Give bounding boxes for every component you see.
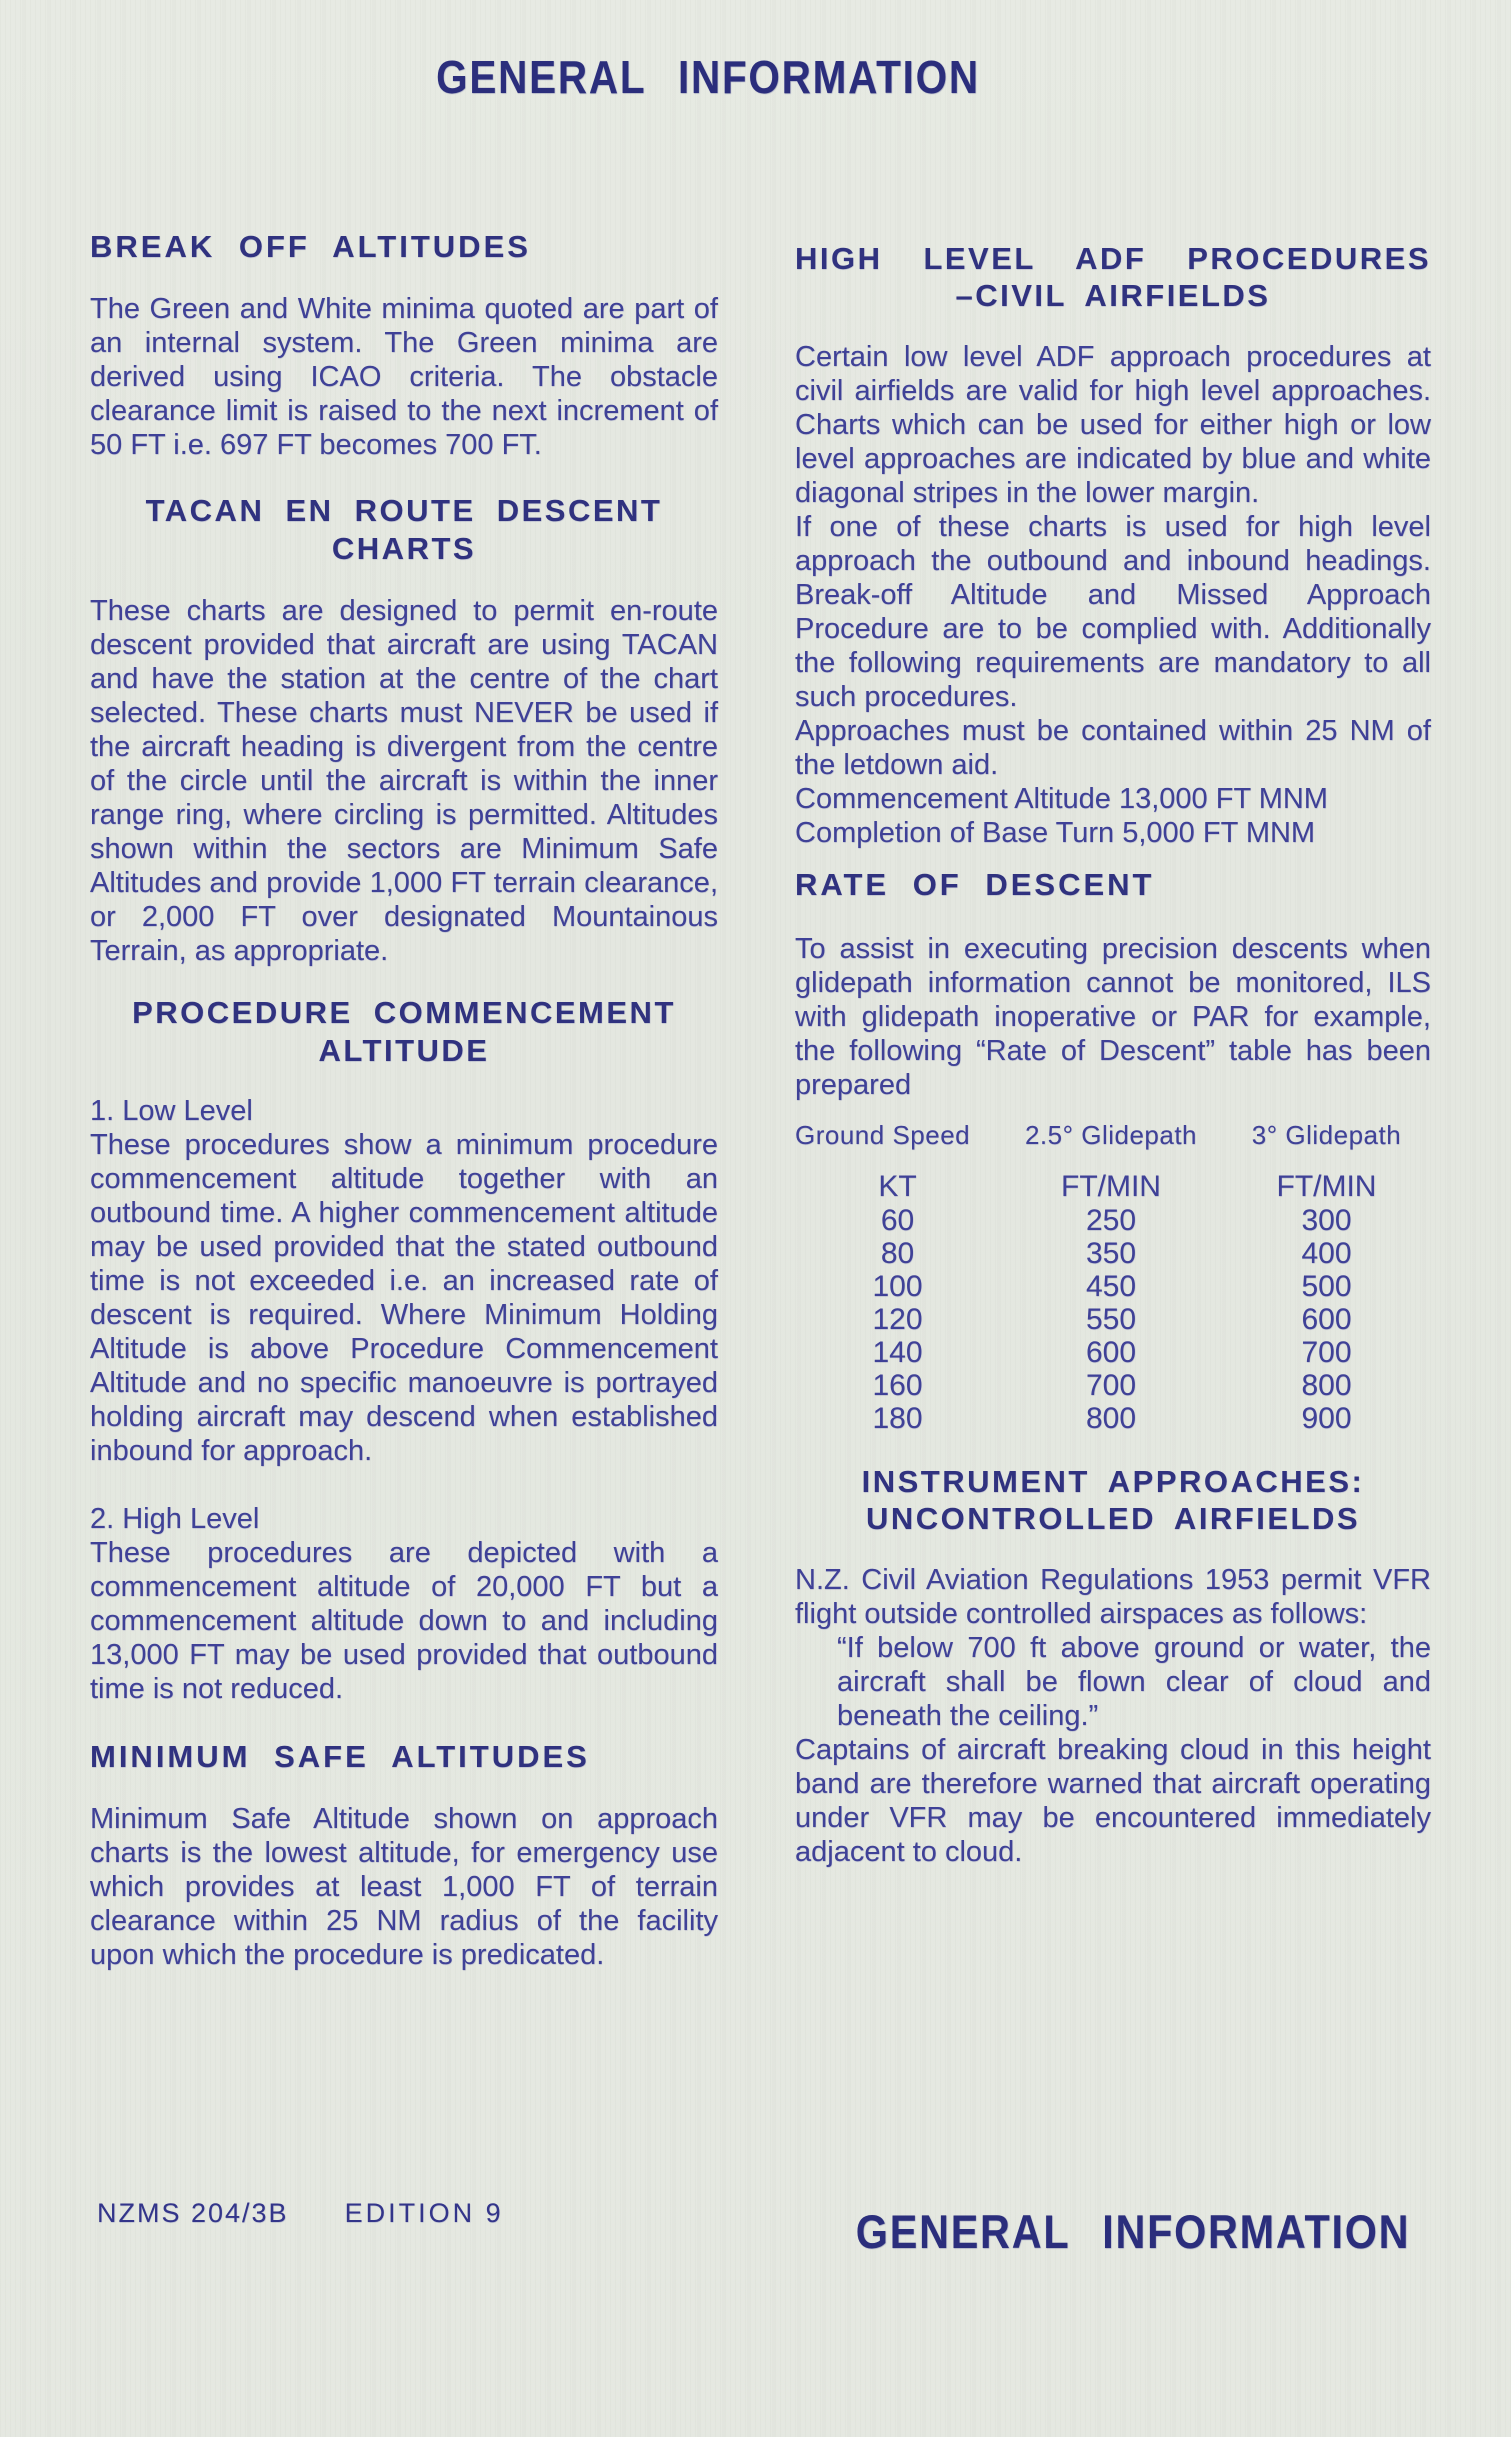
subheading-high-level: 2. High Level — [90, 1503, 260, 1535]
paragraph-adf-validity: Certain low level ADF approach procedures at civil airfields are valid for high level approaches. Charts which can be used for either high or low level approaches are indicated by blue and white diagonal stripes in the lower margin. — [795, 341, 1431, 509]
paragraph-break-off-altitudes: The Green and White minima quoted are part of an internal system. The Green minima are derived using ICAO criteria. The obstacle clearance limit is raised to the next increment of 50 FT i.e. 697 FT becomes 700 FT. — [90, 293, 718, 461]
table-units-row — [795, 1150, 1431, 1204]
heading-line-instrument-approaches: INSTRUMENT APPROACHES: — [861, 1464, 1365, 1499]
table-row — [795, 1270, 1431, 1303]
col-header-glidepath-25: 2.5° Glidepath — [1024, 1120, 1198, 1150]
cell-rod-3: 300 — [1301, 1204, 1352, 1237]
paragraph-captains-warning: Captains of aircraft breaking cloud in this height band are therefore warned that aircraft operating under VFR may be encountered immediately adjacent to cloud. — [795, 1734, 1431, 1868]
unit-ftmin-3: FT/MIN — [1276, 1170, 1377, 1203]
cell-speed: 140 — [872, 1336, 923, 1369]
cell-rod-25: 550 — [1085, 1303, 1137, 1336]
cell-rod-3: 700 — [1301, 1336, 1352, 1369]
heading-high-level-adf-procedures — [795, 240, 1431, 314]
table-header-row — [795, 1120, 1431, 1150]
col-header-glidepath-3: 3° Glidepath — [1251, 1120, 1402, 1150]
heading-procedure-commencement-altitude: PROCEDURE COMMENCEMENT ALTITUDE — [132, 995, 676, 1068]
table-row — [795, 1336, 1431, 1369]
left-column — [90, 222, 718, 1972]
heading-line-uncontrolled-airfields: UNCONTROLLED AIRFIELDS — [865, 1501, 1361, 1536]
footer-left — [97, 2198, 504, 2229]
cell-rod-25: 450 — [1085, 1270, 1137, 1303]
heading-line-adf-procedures: HIGH LEVEL ADF PROCEDURES — [795, 241, 1431, 276]
cell-speed: 80 — [880, 1237, 915, 1270]
table-row — [795, 1237, 1431, 1270]
cell-rod-25: 600 — [1085, 1336, 1137, 1369]
heading-break-off-altitudes: BREAK OFF ALTITUDES — [90, 229, 531, 264]
paragraph-high-level: These procedures are depicted with a commencement altitude of 20,000 FT but a commencement altitude down to and including 13,000 FT may be used provided that outbound time is not reduced. — [90, 1537, 718, 1705]
unit-kt: KT — [878, 1170, 917, 1203]
table-row — [795, 1204, 1431, 1237]
paragraph-low-level: These procedures show a minimum procedure commencement altitude together with an outbound time. A higher commencement altitude may be used provided that the stated outbound time is not exceeded i.e. an increased rate of descent is required. Where Minimum Holding Altitude is above Procedure Commencement Altitude and no specific manoeuvre is portrayed holding aircraft may descend when established inbound for approach. — [90, 1129, 718, 1467]
document-reference: NZMS 204/3B — [97, 2198, 289, 2228]
paragraph-tacan-charts: These charts are designed to permit en-route descent provided that aircraft are using TACAN and have the station at the centre of the chart selected. These charts must NEVER be used if the aircraft heading is divergent from the centre of the circle until the aircraft is within the inner range ring, where circling is permitted. Altitudes shown within the sectors are Minimum Safe Altitudes and provide 1,000 FT terrain clearance, or 2,000 FT over designated Mountainous Terrain, as appropriate. — [90, 595, 718, 967]
cell-speed: 160 — [872, 1369, 923, 1402]
paragraph-nz-regulations: N.Z. Civil Aviation Regulations 1953 permit VFR flight outside controlled airspaces as follows: — [795, 1564, 1431, 1630]
cell-speed: 180 — [872, 1402, 923, 1435]
paragraph-minimum-safe-altitudes: Minimum Safe Altitude shown on approach charts is the lowest altitude, for emergency use which provides at least 1,000 FT of terrain clearance within 25 NM radius of the facility upon which the procedure is predicated. — [90, 1803, 718, 1971]
right-column — [795, 240, 1431, 1869]
heading-rate-of-descent: RATE OF DESCENT — [795, 867, 1155, 902]
page-title: GENERAL INFORMATION — [436, 51, 980, 103]
heading-minimum-safe-altitudes: MINIMUM SAFE ALTITUDES — [90, 1739, 590, 1774]
line-commencement-altitude: Commencement Altitude 13,000 FT MNM — [795, 783, 1328, 815]
table-row — [795, 1369, 1431, 1402]
col-header-ground-speed: Ground Speed — [795, 1120, 971, 1150]
paragraph-adf-requirements: If one of these charts is used for high level approach the outbound and inbound headings. Break-off Altitude and Missed Approach Procedure are to be complied with. Additionally the following requirements are mandatory to all such procedures. — [795, 511, 1431, 713]
edition-label: EDITION 9 — [344, 2198, 504, 2228]
rate-of-descent-table — [795, 1120, 1431, 1435]
subheading-low-level: 1. Low Level — [90, 1095, 253, 1127]
cell-rod-25: 250 — [1085, 1204, 1137, 1237]
page-footer — [818, 2204, 1440, 2259]
cell-rod-3: 900 — [1301, 1402, 1352, 1435]
cell-rod-3: 800 — [1301, 1369, 1352, 1402]
cell-rod-3: 400 — [1301, 1237, 1352, 1270]
footer-title: GENERAL INFORMATION — [855, 2205, 1411, 2258]
cell-rod-25: 800 — [1085, 1402, 1137, 1435]
table-row — [795, 1402, 1431, 1435]
cell-rod-3: 600 — [1301, 1303, 1352, 1336]
line-completion-base-turn: Completion of Base Turn 5,000 FT MNM — [795, 817, 1316, 849]
table-row — [795, 1303, 1431, 1336]
cell-rod-25: 700 — [1085, 1369, 1137, 1402]
heading-line-civil-airfields: –CIVIL AIRFIELDS — [955, 278, 1271, 313]
cell-rod-25: 350 — [1085, 1237, 1137, 1270]
heading-tacan-en-route-descent-charts: TACAN EN ROUTE DESCENT CHARTS — [145, 493, 663, 566]
heading-instrument-approaches-uncontrolled — [795, 1463, 1431, 1537]
page-header — [0, 50, 1416, 104]
cell-speed: 120 — [872, 1303, 923, 1336]
paragraph-rate-of-descent: To assist in executing precision descents when glidepath information cannot be monitored, ILS with glidepath inoperative or PAR for example, the following “Rate of Descent” table has been prepared — [795, 933, 1431, 1101]
cell-rod-3: 500 — [1301, 1270, 1352, 1303]
paragraph-approaches-contained: Approaches must be contained within 25 NM of the letdown aid. — [795, 715, 1431, 781]
blockquote-vfr-rule: “If below 700 ft above ground or water, the aircraft shall be flown clear of cloud and beneath the ceiling.” — [837, 1632, 1431, 1732]
unit-ftmin-25: FT/MIN — [1061, 1170, 1161, 1203]
cell-speed: 60 — [880, 1204, 915, 1237]
cell-speed: 100 — [872, 1270, 923, 1303]
